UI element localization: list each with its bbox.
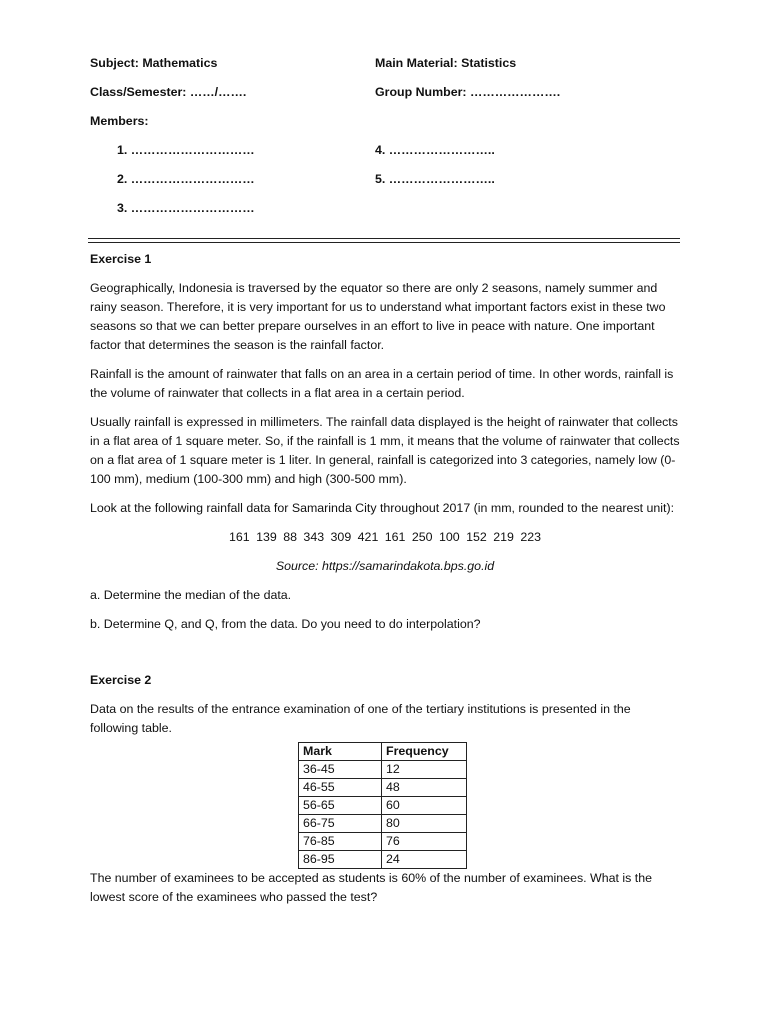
exercise-1-paragraph: Rainfall is the amount of rainwater that falls on an area in a certain period of time. In other words, rainfall is the volume of rainwater that collects in a flat area in a certain period.: [90, 367, 674, 400]
exercise-2-title: Exercise 2: [90, 673, 152, 687]
mark-cell: 56-65: [299, 797, 382, 815]
exercise-1-title: Exercise 1: [90, 252, 152, 266]
table-row: [299, 851, 467, 869]
mark-cell: 46-55: [299, 779, 382, 797]
table-row: [299, 779, 467, 797]
header-row-2: [90, 83, 680, 112]
exercise-2-question: The number of examinees to be accepted as students is 60% of the number of examinees. What is the lowest score of the examinees who passed the test?: [90, 871, 653, 904]
mark-cell: 36-45: [299, 761, 382, 779]
members-label: Members:: [90, 114, 149, 128]
column-header-mark: Mark: [299, 743, 382, 761]
exercise-2-intro: Data on the results of the entrance examination of one of the tertiary institutions is presented in the following table.: [90, 702, 631, 735]
frequency-cell: 76: [382, 833, 467, 851]
question-b: b. Determine Q, and Q, from the data. Do you need to do interpolation?: [90, 617, 481, 631]
member-3-field: 3. …………………………: [117, 201, 255, 215]
frequency-cell: 60: [382, 797, 467, 815]
exercise-1-paragraph: Look at the following rainfall data for Samarinda City throughout 2017 (in mm, rounded to the nearest unit):: [90, 501, 675, 515]
member-4-field: 4. ……………………..: [375, 143, 495, 157]
frequency-cell: 80: [382, 815, 467, 833]
table-row: [299, 833, 467, 851]
double-divider: [88, 238, 680, 243]
mark-cell: 66-75: [299, 815, 382, 833]
column-header-frequency: Frequency: [382, 743, 467, 761]
class-semester-label: Class/Semester: ……/…….: [90, 85, 247, 99]
mark-cell: 86-95: [299, 851, 382, 869]
mark-cell: 76-85: [299, 833, 382, 851]
table-row: [299, 761, 467, 779]
main-material-label: Main Material: Statistics: [375, 56, 517, 70]
worksheet-body: [90, 250, 680, 917]
data-source: Source: https://samarindakota.bps.go.id: [275, 559, 495, 573]
frequency-table: [298, 742, 467, 869]
members-row-3: [90, 199, 680, 228]
exercise-1-paragraph: Geographically, Indonesia is traversed by the equator so there are only 2 seasons, namely summer and rainy season. Therefore, it is very important for us to understand what important factors exist in these two seasons so that we can better prepare ourselves in an effort to live in peace with nature. One important factor that determines the season is the rainfall factor.: [90, 281, 666, 352]
question-a: a. Determine the median of the data.: [90, 588, 292, 602]
section-gap: [90, 644, 680, 671]
header-row-3: [90, 112, 680, 141]
member-1-field: 1. …………………………: [117, 143, 255, 157]
frequency-cell: 48: [382, 779, 467, 797]
table-row: [299, 797, 467, 815]
frequency-cell: 24: [382, 851, 467, 869]
group-number-label: Group Number: ………………….: [375, 85, 561, 99]
member-5-field: 5. ……………………..: [375, 172, 495, 186]
member-2-field: 2. …………………………: [117, 172, 255, 186]
table-header-row: [299, 743, 467, 761]
subject-label: Subject: Mathematics: [90, 56, 218, 70]
table-row: [299, 815, 467, 833]
members-row-1: [90, 141, 680, 170]
members-row-2: [90, 170, 680, 199]
header-row-1: [90, 54, 680, 83]
rainfall-data: 161 139 88 343 309 421 161 250 100 152 219 223: [228, 530, 542, 544]
worksheet-header: [90, 54, 680, 228]
frequency-cell: 12: [382, 761, 467, 779]
exercise-1-paragraph: Usually rainfall is expressed in millimeters. The rainfall data displayed is the height of rainwater that collects in a flat area of 1 square meter. So, if the rainfall is 1 mm, it means that the volume of rainwater that collects on a flat area of 1 square meter is 1 liter. In general, rainfall is categorized into 3 categories, namely low (0-100 mm), medium (100-300 mm) and high (300-500 mm).: [90, 415, 680, 486]
